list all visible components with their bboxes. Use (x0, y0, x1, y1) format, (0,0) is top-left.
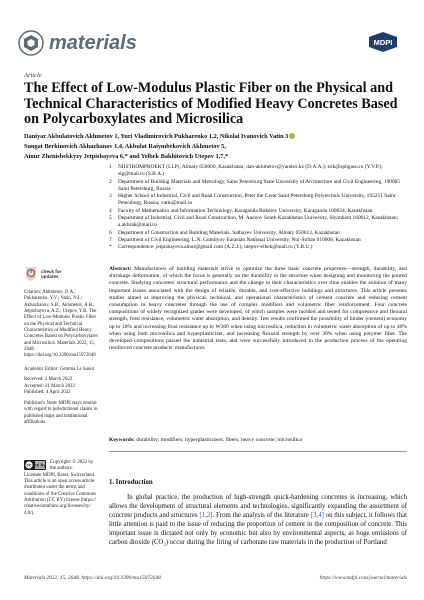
svg-text:cc: cc (26, 462, 32, 468)
section-heading-introduction: 1. Introduction (109, 479, 153, 486)
journal-name: materials (49, 31, 137, 54)
correspondence: * Correspondence: jetpisbayeva.ainur@gmail.com (A.Z.J.); utepov-elbek@mail.ru (Y.B.U.) (109, 244, 313, 251)
copyright-text: Licensee MDPI, Basel, Switzerland. This article is an open access article distributed under the terms and conditions of the Creative Commons Attribution (CC BY) license (https:// creativecommons.org/licenses/by/ 4.0/). (24, 472, 96, 516)
affiliation-item: 1 NIISTROMPROEKT (LLP), Almaty 050000, Kazakhstan; dan-akhmetov@yandex.kz (D.A.A.); tsik@spbgasu.ru (Y.V.P.); slg@mail.ru (S.B.A.) (109, 164, 383, 178)
keywords (109, 437, 407, 444)
authors-line-1: Daniyar Akbulatovich Akhmetov 1, Yuri Vladimirovich Pukharenko 1,2, Nikolai Ivanovich Vatin 3 (24, 133, 289, 140)
publisher-name: MDPI (373, 38, 393, 47)
keywords-label: Keywords: (109, 437, 135, 443)
copyright-block (24, 460, 98, 517)
affiliation-item: 7 Department of Civil Engineering, L.N. Gumilyov Eurasian National University, Nur-Sultan 010008, Kazakhstan (109, 236, 361, 243)
accepted-date: Accepted: 31 March 2022 (24, 383, 75, 389)
journal-logo (18, 28, 137, 58)
section-divider (109, 451, 407, 452)
abstract-label: Abstract: (109, 266, 132, 272)
footer-journal-link[interactable]: https://www.mdpi.com/journal/materials (319, 575, 407, 581)
academic-editor: Academic Editor: Gemma Le Saout (24, 367, 95, 372)
copyright-lead: Copyright: © 2022 by the authors. (50, 460, 94, 472)
affiliation-item: 6 Department of Construction and Building Materials, Satbayev University, Almaty 050013, Kazakhstan (109, 229, 340, 236)
updates-label-2: updates (41, 274, 59, 279)
check-for-updates[interactable] (24, 266, 61, 282)
affiliation-item: 4 Faculty of Mathematics and Information Technology, Karaganda Buketov University, Karaganda 100024, Kazakhstan (109, 207, 373, 214)
authors-line-3: Ainur Zhenisbekkyzy Jetpisbayeva 6,* and Yelbek Bakhitovich Utepov 1,7,* (24, 153, 229, 160)
orcid-icon[interactable] (289, 133, 295, 139)
abstract (109, 266, 407, 352)
materials-logo-icon (18, 30, 44, 56)
affiliation-item: 5 Department of Industrial, Civil and Road Construction, M. Auezov South Kazakhstan University, Shymkent 160012, Kazakhstan; a.akhrak@mail.ru (109, 215, 399, 229)
introduction-paragraph: In global practice, the production of high-strength quick-hardening concretes is increasing, which allows the development of structural elements and technologies, significantly expanding the assortment of concrete products and structures [1,2]. From the analysis of the literature [3,4] on this subject, it follows that little attention is paid to the issue of reducing the proportion of cement in the composition of concrete. This important issue is dictated not only by economic but also by environmental aspects, as huge emissions of carbon dioxide (CO₂) occur during the firing of carbonate raw materials in the production of Portland (109, 494, 408, 547)
citation-block: Citation: Akhmetov, D.A.; Pukharenko, Y.V.; Vatin, N.I.; Akhazhanov, S.B.; Akhmetov, A.R.; Jetpisbayeva, A.Z.; Utepov, Y.B. The Effect of Low-Modulus Plastic Fiber on the Physical and Technical Characteristics of Modified Heavy Concretes Based on Polycarboxylates and Microsilica. Materials 2022, 15, 2648. https://doi.org/10.3390/ma15072648 (24, 290, 98, 359)
cc-label: cc by (34, 462, 46, 468)
mdpi-logo-icon (366, 31, 400, 53)
author-list (24, 132, 402, 162)
updates-label-1: check for (41, 268, 62, 274)
published-date: Published: 4 April 2022 (24, 390, 71, 396)
affiliation-item: 3 Higher School of Industrial, Civil and Road Construction, Peter the Great Saint Petersburg Polytechnic University, 195251 Saint Petersburg, Russia; vatin@mail.ru (109, 193, 396, 207)
affiliation-item: 2 Department of Building Materials and Metrology, Saint Petersburg State University of Architecture and Civil Engineering, 190005 Saint Petersburg, Russia (109, 178, 401, 192)
keywords-text: durability; modifiers; hyperplasticizers; fibers; heavy concrete; microsilica (136, 437, 303, 443)
abstract-text: Manufacturers of building materials strive to optimize the three basic concrete properties—strength, durability, and shrinkage deformation, of which the focus is generally on the durability in the structure when designing and monitoring the poured concrete. Studying concretes' structural performance and the change in their characteristics over time enables the solution of many important issues associated with the design of reliable, durable, and cost-effective buildings and structures. This article presents studies aimed at improving the physical, technical, and operational characteristics of cement concrete and reducing cement consumption in heavy concretes through the use of complex modifiers and volumetric fiber reinforcement. Four concrete compositions of widely recognized grades were developed, of which samples were molded and tested for compressive and flexural strength, frost resistance, volumetric water absorption, and density. Test results confirmed the possibility of binder (cement) economy up to 18% and increasing frost resistance up to W300 when using microsilica, reduction in volumetric water absorption of up to 40% when using both microsilica and hyperplasticizer, and increasing flexural strength by over 30% when using polymer fiber. The developed compositions passed the industrial tests, and were successfully introduced in the production process of the operating reinforced concrete products' manufacturer. (109, 266, 407, 352)
footer-citation: Materials 2022, 15, 2648. https://doi.org/10.3390/ma15072648 (24, 575, 161, 581)
affiliations (109, 164, 407, 252)
article-type: Article (24, 72, 42, 79)
page-footer (24, 575, 407, 581)
check-updates-icon (24, 266, 38, 282)
editor-and-dates (24, 367, 98, 396)
authors-line-2: Sungat Berkinovich Akhazhanov 1,4, Akbulat Raiymbekovich Akhmetov 5, (24, 143, 226, 150)
publisher-note: Publisher's Note: MDPI stays neutral with regard to jurisdictional claims in published maps and institutional affiliations. (24, 401, 98, 426)
received-date: Received: 2 March 2022 (24, 377, 73, 383)
citation-link[interactable]: [3,4] (310, 512, 324, 520)
citation-link[interactable]: [1,2] (199, 512, 213, 520)
article-title: The Effect of Low-Modulus Plastic Fiber on the Physical and Technical Characteristics of Modified Heavy Concretes Based on Polycarboxylates and Microsilica (24, 80, 398, 127)
